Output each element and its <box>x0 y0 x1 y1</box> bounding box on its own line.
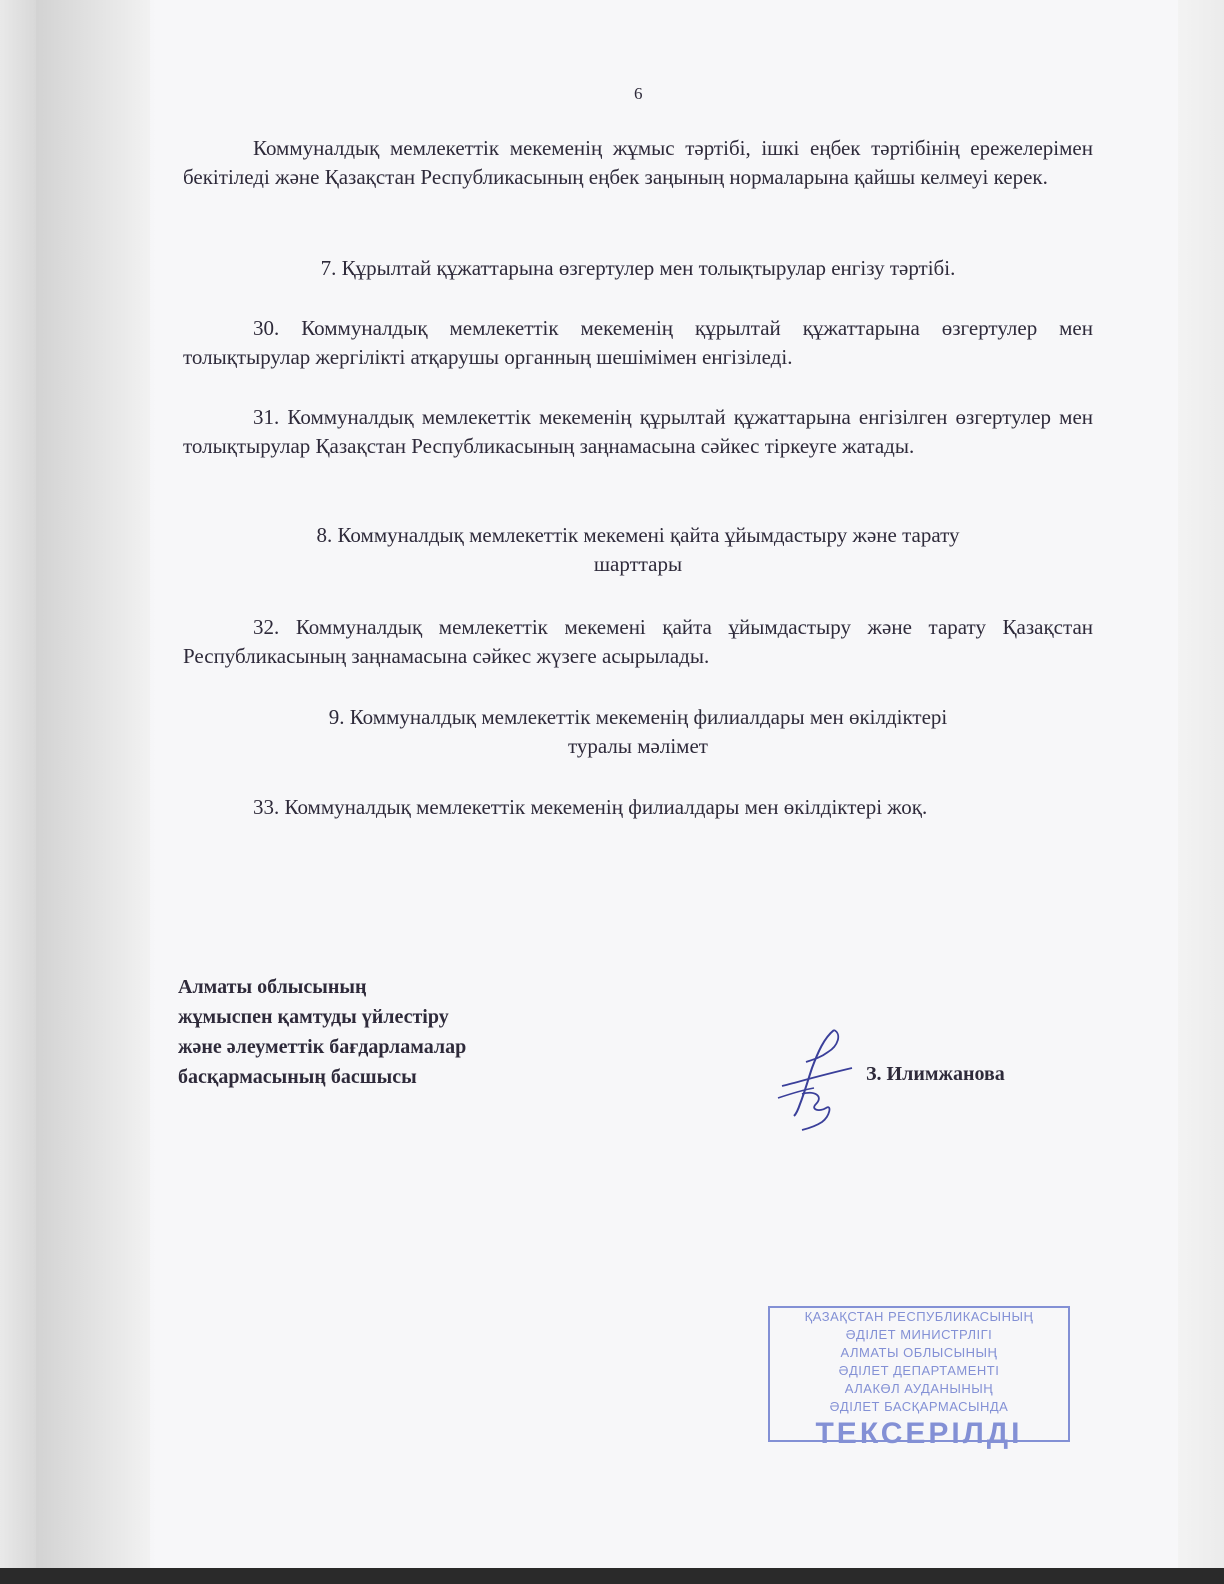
section-heading-8-line1: 8. Коммуналдық мемлекеттік мекемені қайта ұйымдастыру және тарату <box>316 523 960 547</box>
handwritten-signature <box>772 1024 862 1134</box>
signatory-title-line4: басқармасының басшысы <box>178 1066 417 1088</box>
section-heading-8 <box>183 521 1093 579</box>
signatory-title <box>178 972 466 1092</box>
paragraph-work-regime: Коммуналдық мемлекеттік мекеменің жұмыс тәртібі, ішкі еңбек тәртібінің ережелерімен бекітіледі және Қазақстан Республикасының еңбек заңының нормаларына қайшы келмеуі керек. <box>183 136 1093 189</box>
stamp-line4: ӘДІЛЕТ ДЕПАРТАМЕНТІ <box>838 1363 1000 1378</box>
paragraph-31: 31. Коммуналдық мемлекеттік мекеменің құрылтай құжаттарына енгізілген өзгертулер мен толықтырулар Қазақстан Республикасының заңнамасына сәйкес тіркеуге жатады. <box>183 405 1093 458</box>
stamp-line3: АЛМАТЫ ОБЛЫСЫНЫҢ <box>840 1345 998 1360</box>
section-heading-9 <box>183 703 1093 761</box>
section-heading-9-line2: туралы мәлімет <box>568 734 708 758</box>
signatory-title-line3: және әлеуметтік бағдарламалар <box>178 1036 467 1058</box>
signer-name: З. Илимжанова <box>866 1063 1005 1085</box>
scan-left-edge <box>0 0 36 1584</box>
stamp-line5: АЛАКӨЛ АУДАНЫНЫҢ <box>844 1381 994 1396</box>
paragraph-33: 33. Коммуналдық мемлекеттік мекеменің филиалдары мен өкілдіктері жоқ. <box>253 795 928 819</box>
registration-stamp <box>768 1306 1070 1450</box>
section-heading-8-line2: шарттары <box>593 552 683 576</box>
paragraph-32: 32. Коммуналдық мемлекеттік мекемені қайта ұйымдастыру және тарату Қазақстан Республикасының заңнамасына сәйкес жүзеге асырылады. <box>183 615 1093 668</box>
section-heading-9-line1: 9. Коммуналдық мемлекеттік мекеменің филиалдары мен өкілдіктері <box>328 705 948 729</box>
scan-shadow <box>36 0 156 1584</box>
stamp-line6: ӘДІЛЕТ БАСҚАРМАСЫНДА <box>829 1399 1009 1414</box>
paragraph-30: 30. Коммуналдық мемлекеттік мекеменің құрылтай құжаттарына өзгертулер мен толықтырулар жергілікті атқарушы органның шешімімен енгізіледі. <box>183 316 1093 369</box>
stamp-verified: ТЕКСЕРІЛДІ <box>815 1417 1023 1450</box>
signatory-title-line1: Алматы облысының <box>178 976 367 998</box>
page-number: 6 <box>634 84 643 103</box>
section-heading-7: 7. Құрылтай құжаттарына өзгертулер мен толықтырулар енгізу тәртібі. <box>320 256 956 280</box>
scan-bottom-edge <box>0 1568 1224 1584</box>
signatory-title-line2: жұмыспен қамтуды үйлестіру <box>178 1006 449 1028</box>
stamp-line2: ӘДІЛЕТ МИНИСТРЛІГІ <box>845 1327 993 1342</box>
stamp-line1: ҚАЗАҚСТАН РЕСПУБЛИКАСЫНЫҢ <box>804 1309 1034 1324</box>
scan-right-edge <box>1178 0 1224 1584</box>
